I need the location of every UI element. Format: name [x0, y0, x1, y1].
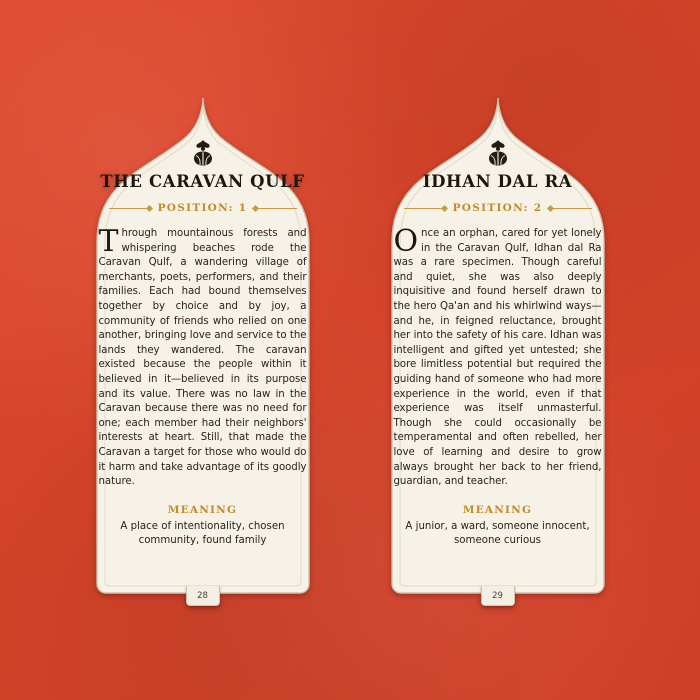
- meaning-text: A place of intentionality, chosen community, found family: [120, 520, 285, 547]
- card-title: IDHAN DAL RA: [422, 172, 573, 191]
- meaning-text: A junior, a ward, someone innocent, someone curious: [405, 520, 590, 547]
- meaning-heading: MEANING: [462, 503, 533, 516]
- leaf-flourish-icon: [483, 138, 513, 168]
- rule-left: [109, 208, 151, 209]
- card-content: [367, 96, 629, 596]
- card-body-text: [393, 224, 602, 490]
- position-row: [404, 202, 592, 214]
- page-number-tab: 28: [186, 586, 220, 606]
- rule-left: [404, 208, 446, 209]
- card-body-text: [98, 224, 307, 490]
- body-copy: nce an orphan, cared for yet lonely in the Caravan Qulf, Idhan dal Ra was a rare specimen. Though careful and quiet, she was also deeply inquisitive and found herself drawn to the hero Qa'an and his whirlwind ways—and he, in feigned reluctance, brought her into the safety of his care. Idhan was intelligent and gifted yet untested; she bore limitless potential but required the guiding hand of someone who had more experience in the world, even if that experience was itself unmasterful. Though she could occasionally be temperamental and often rebelled, her love of learning and desire to grow always brought her back to her friend, guardian, and teacher.: [393, 228, 602, 488]
- drop-cap: T: [98, 224, 119, 259]
- position-label: POSITION: 1: [157, 202, 248, 214]
- position-label: POSITION: 2: [452, 202, 543, 214]
- meaning-heading: MEANING: [167, 503, 238, 516]
- card-left[interactable]: [72, 96, 334, 601]
- card-content: [72, 96, 334, 596]
- position-row: [109, 202, 297, 214]
- drop-cap: O: [393, 224, 419, 259]
- rule-right: [254, 208, 296, 209]
- leaf-flourish-icon: [188, 138, 218, 168]
- rule-right: [549, 208, 591, 209]
- body-copy: hrough mountainous forests and whispering beaches rode the Caravan Qulf, a wandering village of merchants, poets, performers, and their families. Each had bound themselves together by choice and by joy, a community of friends who relied on one another, bringing love and service to the lands they wandered. The caravan existed because the people within it believed in it—believed in its purpose and its value. There was no law in the Caravan because there was no need for one; each member had their neighbors' interests at heart. Still, that made the Caravan a target for those who would do it harm and take advantage of its goodly nature.: [98, 228, 307, 488]
- card-title: THE CARAVAN QULF: [100, 172, 305, 191]
- page-number-tab: 29: [481, 586, 515, 606]
- card-right[interactable]: [367, 96, 629, 601]
